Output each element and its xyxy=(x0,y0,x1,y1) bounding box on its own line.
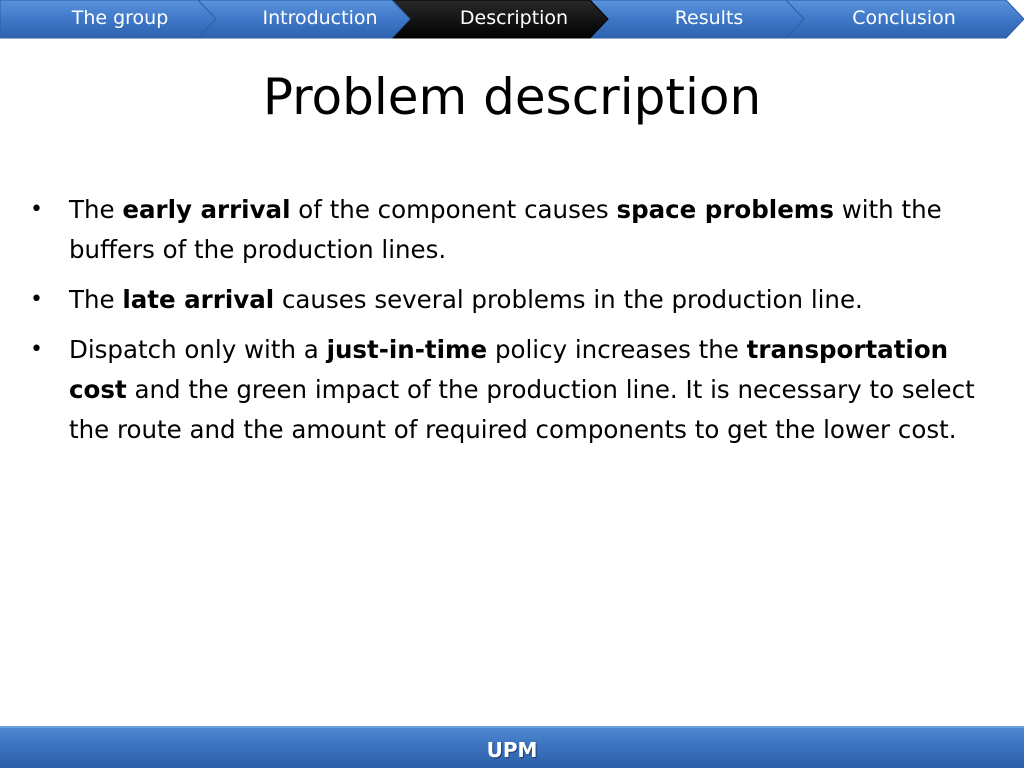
bullet-emphasis-text: space problems xyxy=(616,195,834,224)
nav-tab-conclusion[interactable]: Conclusion xyxy=(852,7,956,29)
bullet-emphasis-text: transportation cost xyxy=(69,335,949,404)
bullet-item xyxy=(30,330,1005,450)
slide-title: Problem description xyxy=(262,68,762,126)
bullet-item xyxy=(30,190,1005,270)
bullet-text: and the green impact of the production line. It is necessary to select the route and the amount of required components to get the lower cost. xyxy=(69,375,975,444)
bullet-text: of the component causes xyxy=(290,195,617,224)
nav-tab-results[interactable]: Results xyxy=(674,7,744,29)
footer-bar xyxy=(0,726,1024,768)
bullet-text: causes several problems in the production line. xyxy=(274,285,863,314)
section-navigation-bar xyxy=(0,0,1024,40)
bullet-text: The xyxy=(69,195,123,224)
bullet-text: policy increases the xyxy=(487,335,747,364)
bullet-text: with the buffers of the production lines. xyxy=(69,195,942,264)
bullet-emphasis-text: early arrival xyxy=(122,195,291,224)
footer-label: UPM xyxy=(486,738,538,762)
bullet-emphasis-text: just-in-time xyxy=(326,335,488,364)
nav-tab-description[interactable]: Description xyxy=(459,7,569,29)
bullet-text: Dispatch only with a xyxy=(69,335,327,364)
nav-tab-introduction[interactable]: Introduction xyxy=(262,7,378,29)
bullet-item xyxy=(30,280,1005,320)
bullet-marker: • xyxy=(30,337,43,362)
bullet-marker: • xyxy=(30,197,43,222)
bullet-marker: • xyxy=(30,287,43,312)
nav-tab-the-group[interactable]: The group xyxy=(71,7,169,29)
bullet-text: The xyxy=(69,285,123,314)
bullet-emphasis-text: late arrival xyxy=(122,285,275,314)
bullet-list xyxy=(30,190,1005,460)
